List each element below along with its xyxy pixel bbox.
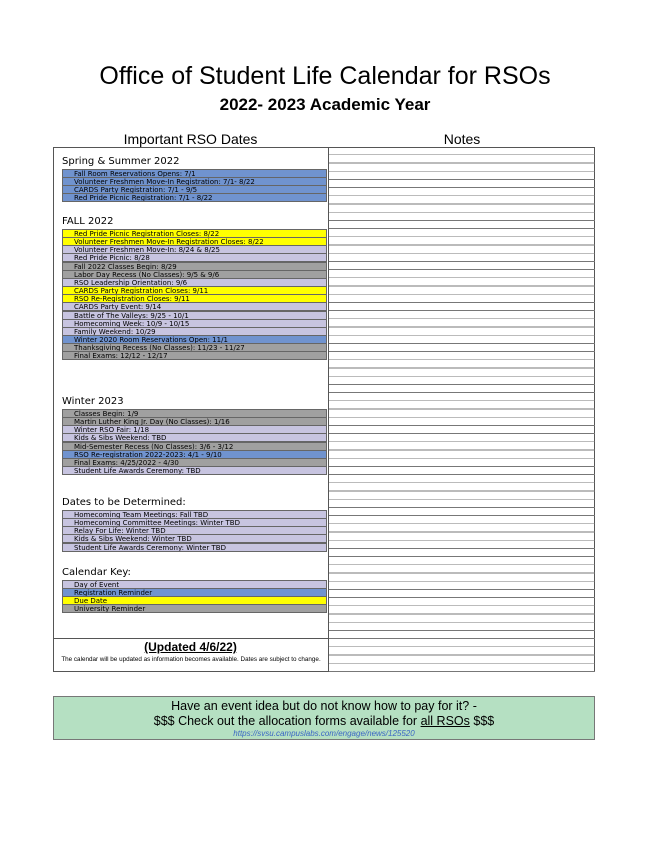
calendar-date-item: Fall 2022 Classes Begin: 8/29 bbox=[62, 262, 327, 271]
calendar-date-item: Final Exams: 4/25/2022 - 4/30 bbox=[62, 458, 327, 467]
calendar-date-item: CARDS Party Event: 9/14 bbox=[62, 302, 327, 311]
calendar-date-item: Homecoming Week: 10/9 - 10/15 bbox=[62, 319, 327, 328]
calendar-date-item: Red Pride Picnic: 8/28 bbox=[62, 253, 327, 262]
allocation-url-link[interactable]: https://svsu.campuslabs.com/engage/news/125520 bbox=[233, 729, 415, 738]
calendar-date-item: CARDS Party Registration Closes: 9/11 bbox=[62, 286, 327, 295]
banner-line-2-prefix: $$$ Check out the allocation forms available for bbox=[153, 714, 421, 728]
allocation-banner bbox=[53, 696, 595, 740]
calendar-date-item: Student Life Awards Ceremony: Winter TBD bbox=[62, 543, 327, 552]
calendar-date-item: Kids & Sibs Weekend: TBD bbox=[62, 433, 327, 442]
section-heading: FALL 2022 bbox=[62, 216, 114, 227]
calendar-date-item: Red Pride Picnic Registration: 7/1 - 8/22 bbox=[62, 193, 327, 202]
calendar-key-item: Registration Reminder bbox=[62, 588, 327, 597]
updated-divider bbox=[53, 638, 328, 639]
calendar-key-item: University Reminder bbox=[62, 604, 327, 613]
banner-line-2 bbox=[54, 714, 594, 729]
calendar-date-item: Final Exams: 12/12 - 12/17 bbox=[62, 351, 327, 360]
notes-column bbox=[328, 147, 595, 672]
calendar-key-item: Day of Event bbox=[62, 580, 327, 589]
calendar-date-item: CARDS Party Registration: 7/1 - 9/5 bbox=[62, 185, 327, 194]
updated-note: The calendar will be updated as information becomes available. Dates are subject to change. bbox=[61, 656, 321, 663]
calendar-date-item: Labor Day Recess (No Classes): 9/5 & 9/6 bbox=[62, 270, 327, 279]
all-rsos-link[interactable]: all RSOs bbox=[420, 714, 470, 728]
calendar-date-item: Winter 2020 Room Reservations Open: 11/1 bbox=[62, 335, 327, 344]
calendar-date-item: Battle of The Valleys: 9/25 - 10/1 bbox=[62, 311, 327, 320]
calendar-key-item: Due Date bbox=[62, 596, 327, 605]
section-heading: Spring & Summer 2022 bbox=[62, 156, 180, 167]
calendar-date-item: Red Pride Picnic Registration Closes: 8/22 bbox=[62, 229, 327, 238]
calendar-date-item: Martin Luther King Jr. Day (No Classes): 1/16 bbox=[62, 417, 327, 426]
calendar-date-item: Thanksgiving Recess (No Classes): 11/23 - 11/27 bbox=[62, 343, 327, 352]
page-subtitle: 2022- 2023 Academic Year bbox=[219, 95, 431, 114]
banner-line-1: Have an event idea but do not know how to pay for it? - bbox=[171, 699, 477, 713]
calendar-date-item: Relay For Life: Winter TBD bbox=[62, 526, 327, 535]
calendar-date-item: Volunteer Freshmen Move-In Registration: 7/1- 8/22 bbox=[62, 177, 327, 186]
calendar-date-item: Winter RSO Fair: 1/18 bbox=[62, 425, 327, 434]
calendar-date-item: Volunteer Freshmen Move-In Registration Closes: 8/22 bbox=[62, 237, 327, 246]
calendar-date-item: Homecoming Team Meetings: Fall TBD bbox=[62, 510, 327, 519]
page-title: Office of Student Life Calendar for RSOs bbox=[99, 62, 551, 90]
calendar-date-item: Student Life Awards Ceremony: TBD bbox=[62, 466, 327, 475]
calendar-date-item: Fall Room Reservations Opens: 7/1 bbox=[62, 169, 327, 178]
notes-column-header: Notes bbox=[443, 131, 481, 147]
calendar-date-item: Volunteer Freshmen Move-In: 8/24 & 8/25 bbox=[62, 245, 327, 254]
section-heading: Calendar Key: bbox=[62, 567, 131, 578]
calendar-date-item: Classes Begin: 1/9 bbox=[62, 409, 327, 418]
updated-label: (Updated 4/6/22) bbox=[144, 640, 237, 654]
calendar-date-item: Homecoming Committee Meetings: Winter TBD bbox=[62, 518, 327, 527]
calendar-date-item: Mid-Semester Recess (No Classes): 3/6 - 3/12 bbox=[62, 442, 327, 451]
section-heading: Dates to be Determined: bbox=[62, 497, 186, 508]
section-heading: Winter 2023 bbox=[62, 396, 124, 407]
calendar-date-item: RSO Re-registration 2022-2023: 4/1 - 9/10 bbox=[62, 450, 327, 459]
calendar-date-item: Family Weekend: 10/29 bbox=[62, 327, 327, 336]
dates-column-header: Important RSO Dates bbox=[123, 131, 258, 147]
calendar-date-item: Kids & Sibs Weekend: Winter TBD bbox=[62, 534, 327, 543]
calendar-date-item: RSO Leadership Orientation: 9/6 bbox=[62, 278, 327, 287]
banner-line-2-suffix: $$$ bbox=[469, 714, 495, 728]
calendar-date-item: RSO Re-Registration Closes: 9/11 bbox=[62, 294, 327, 303]
